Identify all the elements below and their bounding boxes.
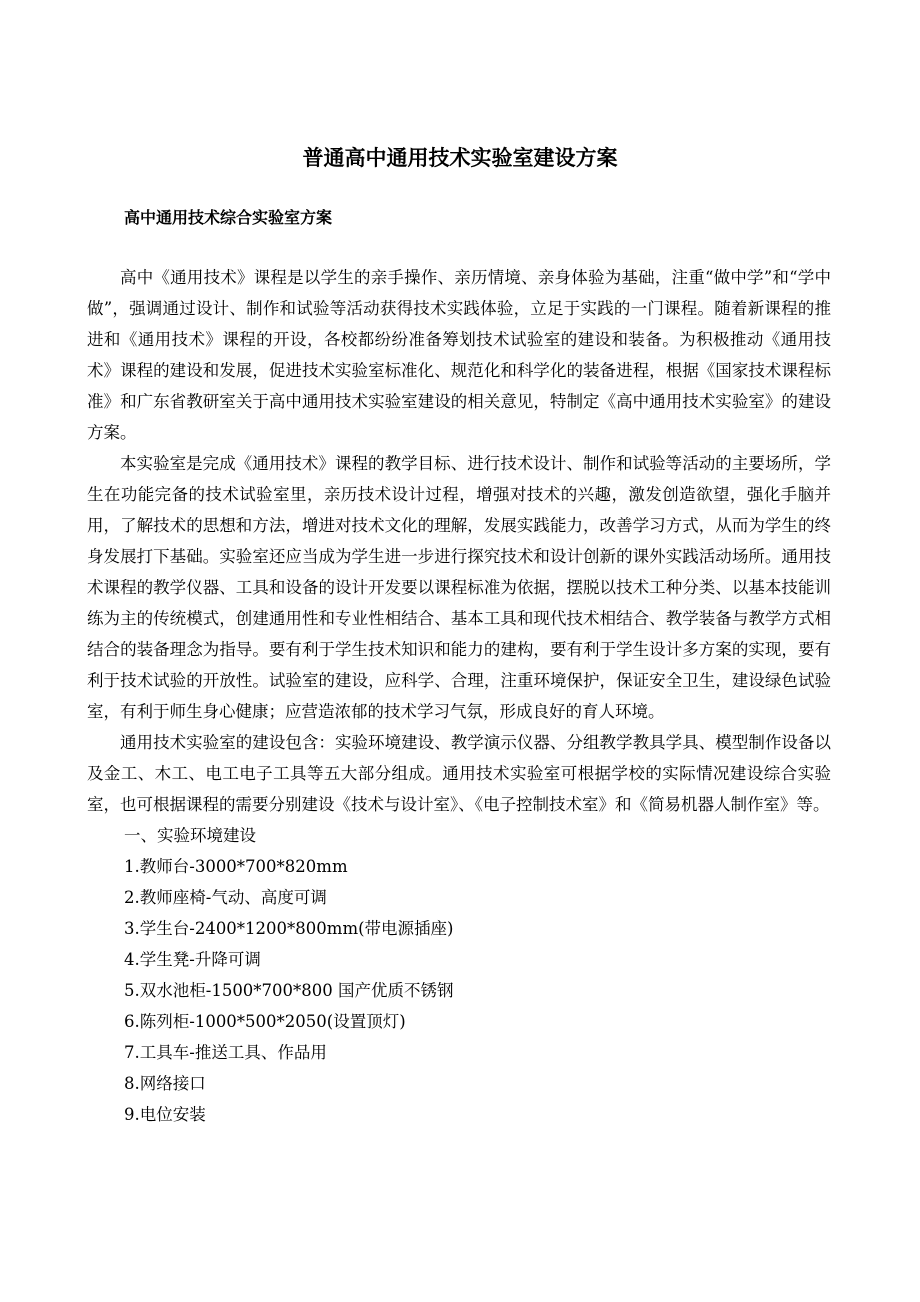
list-item: 6.陈列柜-1000*500*2050(设置顶灯)	[124, 1012, 406, 1031]
equipment-list	[87, 851, 831, 1130]
list-item: 7.工具车-推送工具、作品用	[124, 1043, 327, 1062]
list-item: 8.网络接口	[124, 1074, 206, 1093]
list-item: 5.双水池柜-1500*700*800 国产优质不锈钢	[124, 981, 454, 1000]
document-title: 普通高中通用技术实验室建设方案	[302, 146, 618, 170]
paragraph-lab-purpose: 本实验室是完成《通用技术》课程的教学目标、进行技术设计、制作和试验等活动的主要场所，学生在功能完备的技术试验室里，亲历技术设计过程，增强对技术的兴趣，激发创造欲望，强化手脑并用，了解技术的思想和方法，增进对技术文化的理解，发展实践能力，改善学习方式，从而为学生的终身发展打下基础。实验室还应当成为学生进一步进行探究技术和设计创新的课外实践活动场所。通用技术课程的教学仪器、工具和设备的设计开发要以课程标准为依据，摆脱以技术工种分类、以基本技能训练为主的传统模式，创建通用性和专业性相结合、基本工具和现代技术相结合、教学装备与教学方式相结合的装备理念为指导。要有利于学生技术知识和能力的建构，要有利于学生设计多方案的实现，要有利于技术试验的开放性。试验室的建设，应科学、合理，注重环境保护，保证安全卫生，建设绿色试验室，有利于师生身心健康；应营造浓郁的技术学习气氛，形成良好的育人环境。	[87, 454, 831, 721]
document-body	[87, 262, 831, 1130]
list-item: 2.教师座椅-气动、高度可调	[124, 888, 327, 907]
paragraph-lab-composition: 通用技术实验室的建设包含：实验环境建设、教学演示仪器、分组教学教具学具、模型制作设备以及金工、木工、电工电子工具等五大部分组成。通用技术实验室可根据学校的实际情况建设综合实验室，也可根据课程的需要分别建设《技术与设计室》、《电子控制技术室》和《简易机器人制作室》等。	[87, 733, 831, 814]
section-heading: 一、实验环境建设	[124, 826, 256, 845]
list-item: 1.教师台-3000*700*820mm	[124, 857, 348, 876]
list-item: 3.学生台-2400*1200*800mm(带电源插座)	[124, 919, 454, 938]
list-item: 4.学生凳-升降可调	[124, 950, 261, 969]
paragraph-intro: 高中《通用技术》课程是以学生的亲手操作、亲历情境、亲身体验为基础，注重“做中学”和“学中做”，强调通过设计、制作和试验等活动获得技术实践体验，立足于实践的一门课程。随着新课程的推进和《通用技术》课程的开设，各校都纷纷准备筹划技术试验室的建设和装备。为积极推动《通用技术》课程的建设和发展，促进技术实验室标准化、规范化和科学化的装备进程，根据《国家技术课程标准》和广东省教研室关于高中通用技术实验室建设的相关意见，特制定《高中通用技术实验室》的建设方案。	[87, 268, 831, 442]
document-subtitle: 高中通用技术综合实验室方案	[124, 208, 333, 227]
list-item: 9.电位安装	[124, 1105, 206, 1124]
